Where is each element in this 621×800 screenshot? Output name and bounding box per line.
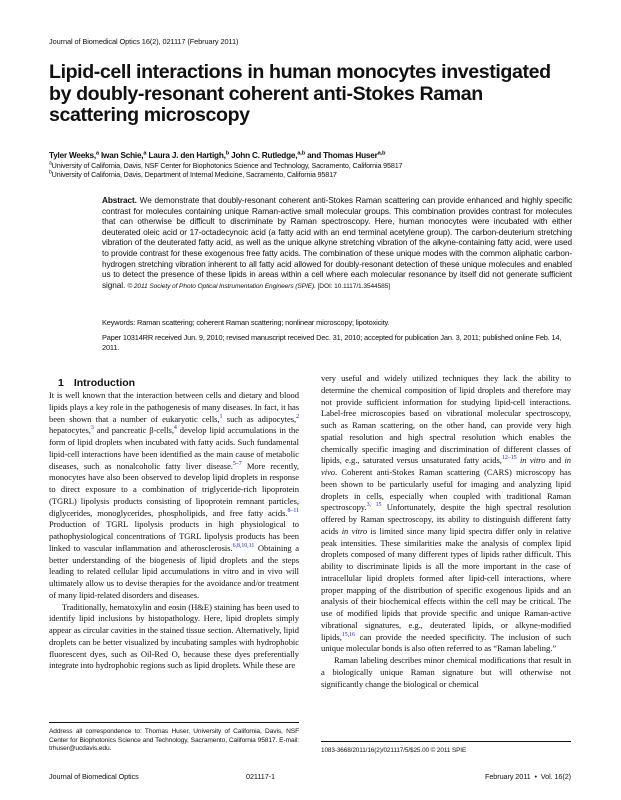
section-title: Introduction (73, 377, 136, 389)
footer-page-number: 021117-1 (246, 772, 275, 781)
author-name: Laura J. den Hartigh, (148, 151, 226, 160)
text-run: Unfortunately, despite the high spectral resolution offered by Raman spectroscopy, its ability to distinguish different fatty acids (321, 502, 571, 536)
footer-journal: Journal of Biomedical Optics (49, 772, 139, 781)
author-affiliation-mark: a (143, 150, 147, 157)
affiliation-mark: a (49, 160, 52, 167)
author-name: and Thomas Huser (307, 151, 378, 160)
author-name: Tyler Weeks, (49, 151, 96, 160)
italic-text: in vivo (321, 455, 571, 477)
paper-title: Lipid-cell interactions in human monocytes investigated by doubly-resonant coherent anti-Stokes Raman scattering microscopy (49, 61, 551, 127)
author-list (49, 151, 385, 160)
paragraph: Traditionally, hematoxylin and eosin (H&E) staining has been used to identify lipid inclusions by histopathology. Here, lipid droplets simply appear as circular cavities in the stained tissue section. Alternatively, lipid droplets can be better visualized by incubating samples with hydrophobic fluorescent dyes, such as Oil-Red O, because these dyes preferentially integrate into hydrophobic regions such as lipid droplets. While these are (49, 601, 299, 671)
running-head: Journal of Biomedical Optics 16(2), 021117 (February 2011) (49, 37, 239, 46)
author-affiliation-mark: a,b (297, 150, 305, 157)
text-run: and (545, 455, 565, 466)
author-name: John C. Rutledge, (231, 151, 298, 160)
text-run: such as adipocytes, (222, 413, 297, 424)
paper-history: Paper 10314RR received Jun. 9, 2010; revised manuscript received Dec. 31, 2010; accepted for publication Jan. 3, 2011; published online Feb. 14, 2011. (102, 333, 562, 352)
footnote-divider (49, 722, 299, 723)
text-run: is limited since many lipid spectra differ only in relative peak intensities. These similarities make the analysis of complex lipid droplets composed of many different types of lipids rather difficult. This ability to discriminate lipids is all the more important in the case of intracellular lipid droplets formed after lipid-cell interactions, where proper mapping of the distribution of specific exogenous lipids and an analysis of their biochemical effects within the cell may be critical. The use of modified lipids that provide specific and unique Raman-active vibrational signatures, e.g., deuterated lipids, or alkyne-modified lipids, (321, 525, 571, 642)
text-run: Production of TGRL lipolysis products in high physiological to pathophysiological concentrations of TGRL lipolysis products has been linked to vascular inflammation and atherosclerosis. (49, 519, 299, 553)
text-run: develop lipid accumulations in the form of lipid droplets when incubated with fatty acids. Such fundamental lipid-cell interactions have been identified as the main cause of metabolic diseases, such as nonalcoholic fatty liver disease. (49, 425, 299, 471)
affiliation-mark: b (49, 169, 52, 176)
text-run: hepatocytes, (49, 425, 91, 436)
paragraph: Raman labeling describes minor chemical modifications that result in a biologically unique Raman signature but will otherwise not significantly change the biological or chemical (321, 655, 571, 689)
citation-link[interactable]: 4 (173, 425, 177, 432)
citation-link[interactable]: 2 (296, 413, 299, 420)
right-column (321, 373, 571, 690)
affiliation-text: University of California, Davis, NSF Center for Biophotonics Science and Technology, Sacramento, California 95817 (51, 161, 403, 170)
author-affiliation-mark: b (225, 150, 230, 157)
affiliation (49, 161, 402, 170)
abstract (102, 196, 572, 292)
text-run: very useful and widely utilized techniques they lack the ability to determine the chemical composition of lipid droplets and therefore may not provide sufficient information for studying lipid-cell interactions. Label-free microscopies based on vibrational molecular spectroscopy, such as Raman scattering, on the other hand, can provide very high spatial resolution and high spectral resolution which enables the chemically specific imaging and discrimination of different classes of lipids, e.g., saturated versus unsaturated fatty acids, (321, 373, 571, 466)
citation-link[interactable]: 8–11 (287, 507, 299, 514)
abstract-text: We demonstrate that doubly-resonant coherent anti-Stokes Raman scattering can provide enhanced and highly specific contrast for molecules containing unique Raman-active small molecular groups. This combination provides contrast for molecules that can otherwise be difficult to discriminate by Raman spectroscopy. Here, human monocytes were incubated with either deuterated oleic acid or 17-octadecynoic acid (a fatty acid with an end terminal acetylene group). The carbon-deuterium stretching vibration of the deuterated fatty acid, as well as the unique alkyne stretching vibration of the alkyne-containing fatty acid, were used to provide contrast for these exogenous free fatty acids. The combination of these unique modes with the common aliphatic carbon-hydrogen stretching vibration inherent to all fatty acid allowed for doubly-resonant detection of these unique molecules and enabled us to detect the presence of these lipids in areas within a cell where each molecular resonance by itself did not generate sufficient signal. (102, 196, 572, 290)
footnote-divider (321, 741, 571, 742)
section-number: 1 (58, 377, 64, 389)
copyright-notice: © 2011 Society of Photo Optical Instrumentation Engineers (SPIE). (127, 282, 316, 290)
italic-text: in vitro (341, 525, 368, 536)
abstract-label: Abstract. (102, 196, 137, 205)
citation-link[interactable]: 1 (219, 413, 223, 420)
text-run: Obtaining a better understanding of the biogenesis of lipid droplets and the steps leading to related cellular lipid accumulations in vitro and in vivo will ultimately allow us to devise therapies for the avoidance and/or treatment of many lipid-related disorders and diseases. (49, 542, 299, 600)
text-run: It is well known that the interaction between cells and dietary and blood lipids plays a key role in the pathogenesis of many diseases. In fact, it has been shown that a number of eukaryotic cells, (49, 390, 299, 424)
doi-link[interactable]: [DOI: 10.1117/1.3544585] (315, 282, 391, 290)
paragraph (49, 390, 299, 602)
section-heading (58, 377, 135, 389)
keywords: Keywords: Raman scattering; coherent Raman scattering; nonlinear microscopy; lipotoxicity. (102, 318, 390, 327)
author-name: Iwan Schie, (100, 151, 144, 160)
citation-link[interactable]: 6,8,10,11 (232, 542, 255, 549)
citation-link[interactable]: 5–7 (232, 460, 242, 467)
issn-line: 1083-3668/2011/16(2)/021117/5/$25.00 © 2011 SPIE (321, 747, 467, 754)
citation-link[interactable]: 12–15 (501, 455, 517, 462)
citation-link[interactable]: 3, 15 (366, 502, 382, 509)
author-affiliation-mark: a,b (377, 150, 386, 157)
citation-link[interactable]: 3 (90, 425, 94, 432)
italic-text: in vitro (519, 455, 546, 466)
author-affiliation-mark: a (95, 150, 99, 157)
text-run: can provide the needed specificity. The inclusion of such unique molecular bonds is also often referred to as “Raman labeling.” (321, 631, 571, 654)
affiliation-text: University of California, Davis, Department of Internal Medicine, Sacramento, California 95817 (51, 170, 337, 179)
citation-link[interactable]: 15,16 (341, 631, 355, 638)
text-run: and pancreatic β-cells, (93, 425, 174, 436)
footer-issue: February 2011 • Vol. 16(2) (484, 772, 571, 781)
left-column (49, 390, 299, 672)
affiliation (49, 170, 337, 179)
text-run: . Coherent anti-Stokes Raman scattering (CARS) microscopy has been shown to be particularly useful for imaging and analyzing lipid droplets in cells, especially when coupled with traditional Raman spectroscopy. (321, 467, 571, 513)
correspondence-footnote: Address all correspondence to: Thomas Huser, University of California, Davis, NSF Center for Biophotonics Science and Technology, Sacramento, California 95817. E-mail: trhuser@ucdavis.edu. (49, 728, 299, 753)
text-run: More recently, monocytes have also been observed to develop lipid droplets in response to direct exposure to a combination of triglyceride-rich lipoprotein (TGRL) lipolysis products consisting of lipoprotein remnant particles, diglycerides, monoglycerides, phospholipids, and free fatty acids. (49, 460, 299, 518)
paragraph (321, 373, 571, 655)
